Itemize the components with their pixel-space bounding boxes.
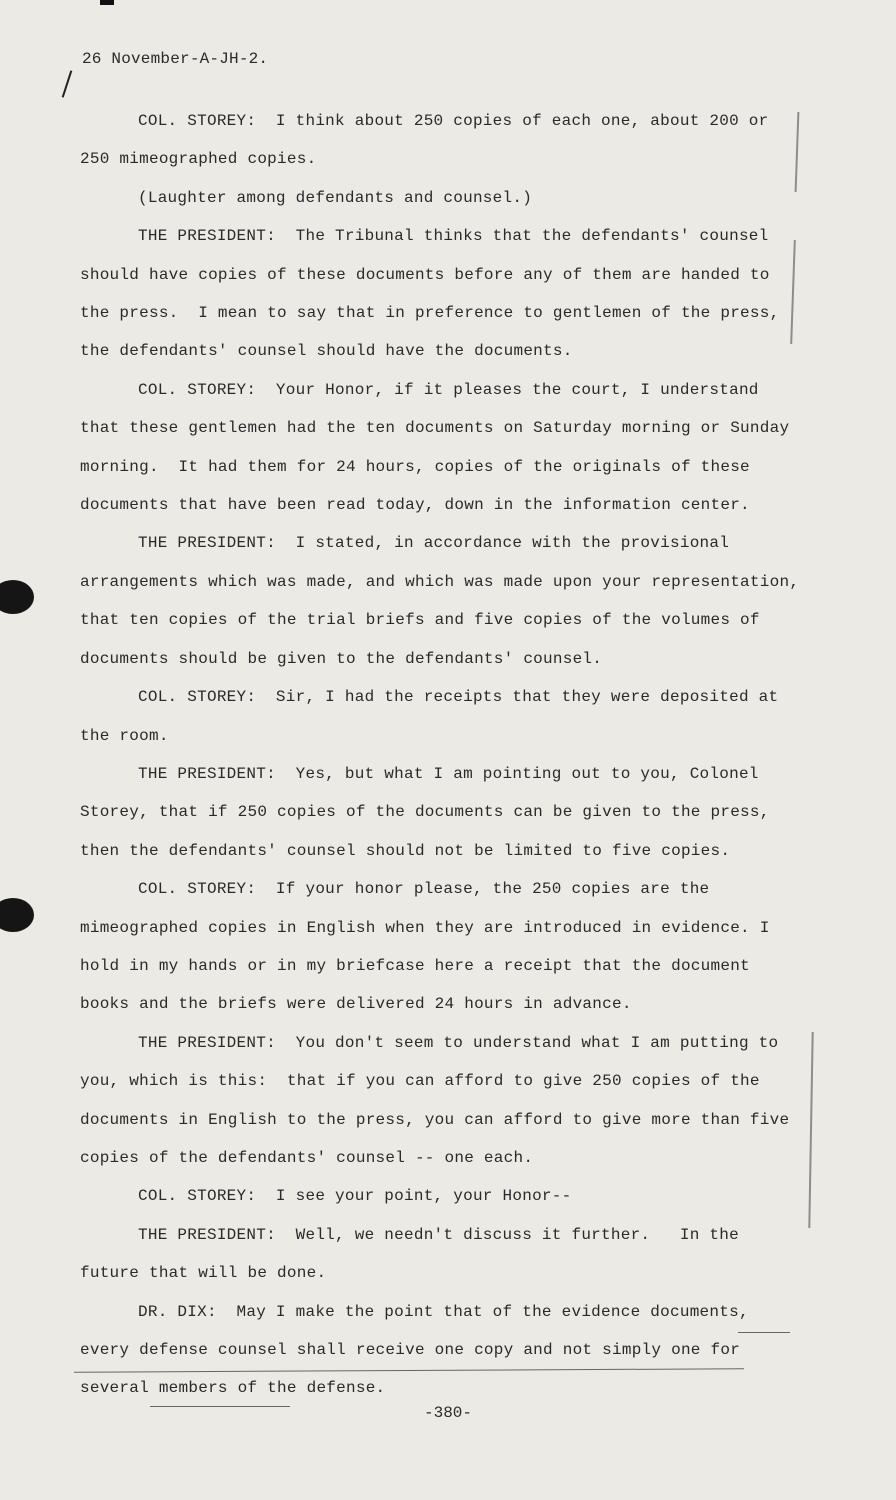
document-header: 26 November-A-JH-2. <box>82 50 269 68</box>
paragraph-president-tribunal: THE PRESIDENT: The Tribunal thinks that the defendants' counsel should have copies of these documents before any of them are handed to the press. I mean to say that in preference to gentlemen of the press, the defendants' counsel should have the documents. <box>80 227 790 361</box>
paragraph-storey-receipts: COL. STOREY: Sir, I had the receipts that they were deposited at the room. <box>80 688 789 745</box>
paragraph-storey-ten-documents: COL. STOREY: Your Honor, if it pleases the court, I understand that these gentlemen had the ten documents on Saturday morning or Sunday morning. It had them for 24 hours, copies of the originals of these documents that have been read today, down in the information center. <box>80 380 800 515</box>
document-body <box>80 102 810 1408</box>
paragraph-storey-point: COL. STOREY: I see your point, your Honor-- <box>138 1187 572 1206</box>
paragraph-storey-mimeographed: COL. STOREY: If your honor please, the 250 copies are the mimeographed copies in English when they are introduced in evidence. I hold in my hands or in my briefcase here a receipt that the document books and the briefs were delivered 24 hours in advance. <box>80 880 780 1014</box>
paragraph-president-pointing-out: THE PRESIDENT: Yes, but what I am pointing out to you, Colonel Storey, that if 250 copies of the documents can be given to the press, then the defendants' counsel should not be limited to five copies. <box>80 764 780 860</box>
pencil-underline-every <box>738 1332 790 1333</box>
pencil-tick-mark <box>62 70 73 97</box>
page-number: -380- <box>423 1404 472 1422</box>
paragraph-president-arrangements: THE PRESIDENT: I stated, in accordance with the provisional arrangements which was made, and which was made upon your representation, that ten copies of the trial briefs and five copies of the volumes of documents should be given to the defendants' counsel. <box>80 534 810 668</box>
paragraph-storey-copies: COL. STOREY: I think about 250 copies of each one, about 200 or 250 mimeographed copies. <box>80 112 779 169</box>
binder-hole-bottom <box>0 898 34 932</box>
paragraph-laughter: (Laughter among defendants and counsel.) <box>138 188 533 207</box>
paragraph-president-further: THE PRESIDENT: Well, we needn't discuss it further. In the future that will be done. <box>80 1225 749 1283</box>
margin-line-3 <box>808 1032 813 1228</box>
top-edge-mark <box>100 0 114 5</box>
binder-hole-top <box>0 580 34 614</box>
paragraph-dix-point: DR. DIX: May I make the point that of the evidence documents, every defense counsel shall receive one copy and not simply one for several members of the defense. <box>80 1302 759 1398</box>
paragraph-president-afford: THE PRESIDENT: You don't seem to understand what I am putting to you, which is this: that if you can afford to give 250 copies of the documents in English to the press, you can afford to give more than five copies of the defendants' counsel -- one each. <box>80 1033 800 1167</box>
